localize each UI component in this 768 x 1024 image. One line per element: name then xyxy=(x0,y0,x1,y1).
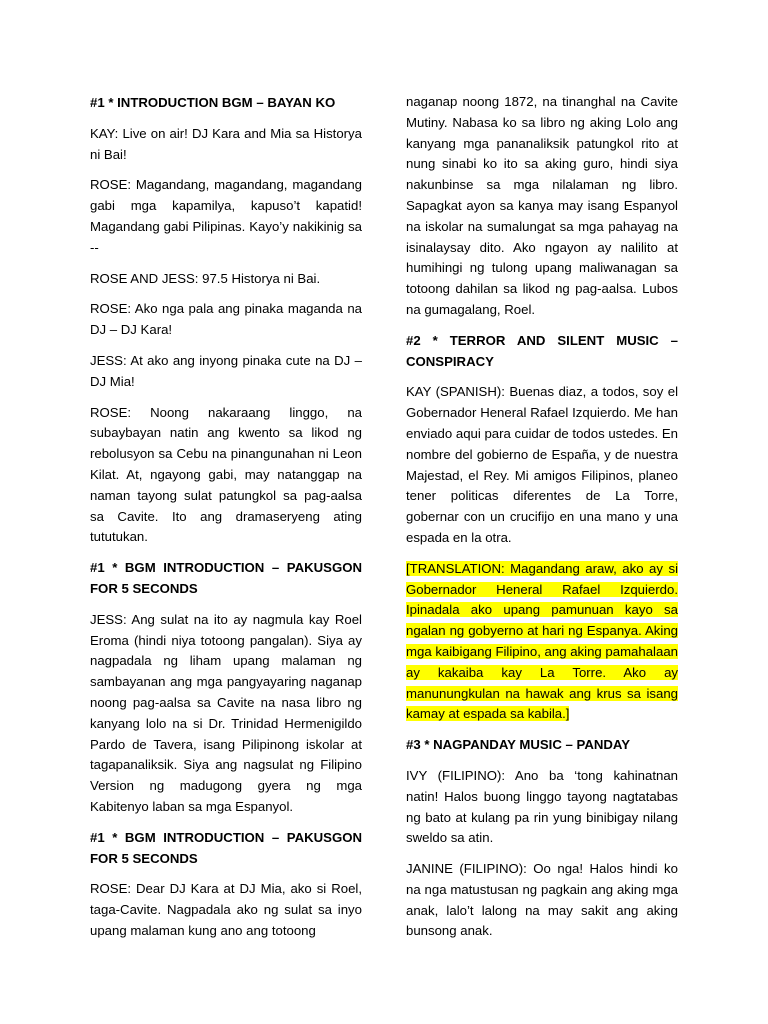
script-line: JESS: At ako ang inyong pinaka cute na DJ – DJ Mia! xyxy=(90,352,362,389)
script-line: JANINE (FILIPINO): Oo nga! Halos hindi ko na nga matustusan ng pagkain ang aking mga anak, lalo’t lalong na may sakit ang aking bunsong anak. xyxy=(406,861,678,939)
translation-highlight xyxy=(406,559,678,725)
script-line: ROSE AND JESS: 97.5 Historya ni Bai. xyxy=(90,270,321,286)
script-line: ROSE: Dear DJ Kara at DJ Mia, ako si Roel, taga-Cavite. Nagpadala ako ng sulat sa inyo upang malaman kung ano ang totoong xyxy=(90,881,362,938)
section-heading: #2 * TERROR AND SILENT MUSIC – CONSPIRACY xyxy=(406,332,678,369)
script-line: naganap noong 1872, na tinanghal na Cavite Mutiny. Nabasa ko sa libro ng aking Lolo ang kanyang mga pananaliksik patungkol rito at nung sinabi ko ito sa aking guro, hindi siya nakunbinse sa mga nilalaman ng libro. Sapagkat ayon sa kanya may isang Espanyol na iskolar na sumalungat sa mga pahayag na isinalaysay dito. Ako ngayon ay nalilito at humihingi ng tulong upang maliwanagan sa totoong dahilan sa likod ng pag-aalsa. Lubos na gumagalang, Roel. xyxy=(406,94,678,317)
script-line: ROSE: Magandang, magandang, magandang gabi mga kapamilya, kapuso’t kapatid! Magandang gabi Pilipinas. Kayo’y nakikinig sa -- xyxy=(90,177,362,255)
right-column xyxy=(406,92,678,952)
section-heading: #1 * INTRODUCTION BGM – BAYAN KO xyxy=(90,95,336,110)
section-heading: #3 * NAGPANDAY MUSIC – PANDAY xyxy=(406,737,631,753)
section-heading: #1 * BGM INTRODUCTION – PAKUSGON FOR 5 SECONDS xyxy=(90,829,362,866)
left-column xyxy=(90,93,362,952)
script-line: JESS: Ang sulat na ito ay nagmula kay Roel Eroma (hindi niya totoong pangalan). Siya ay nagpadala ng liham upang malaman ng sambayanan ang mga pangyayaring naganap noong pag-aalsa sa Cavite na nasa libro ng kanyang lolo na si Dr. Trinidad Hermenigildo Pardo de Tavera, isang Pilipinong iskolar at tagapanaliksik. Siya ang nagsulat ng Filipino Version ng madugong gyera ng mga Kabitenyo laban sa mga Espanyol. xyxy=(90,611,362,814)
script-line: ROSE: Ako nga pala ang pinaka maganda na DJ – DJ Kara! xyxy=(90,301,362,338)
script-line: KAY: Live on air! DJ Kara and Mia sa Historya ni Bai! xyxy=(90,125,362,162)
script-line: ROSE: Noong nakaraang linggo, na subaybayan natin ang kwento sa likod ng rebolusyon sa Cebu na pinangunahan ni Leon Kilat. At, ngayong gabi, may natanggap na naman tayong sulat patungkol sa pag-aalsa sa Cavite. Ito ang dramaseryeng ating tututukan. xyxy=(90,404,362,545)
section-heading: #1 * BGM INTRODUCTION – PAKUSGON FOR 5 SECONDS xyxy=(90,560,362,596)
highlighted-text: [TRANSLATION: Magandang araw, ako ay si Gobernador Heneral Rafael Izquierdo. Ipinadala ako upang pamunuan kayo sa ngalan ng gobyerno at hari ng Espanya. Aking mga kaibigang Filipino, ang aking pamahalaan ay kakaiba kay La Torre. Ako ay manunungkulan na hawak ang krus sa isang kamay at espada sa kabila.] xyxy=(406,560,678,722)
script-line: IVY (FILIPINO): Ano ba ‘tong kahinatnan natin! Halos buong linggo tayong nagtatabas ng bato at kulang pa rin yung binibigay nilang sweldo sa atin. xyxy=(406,767,678,846)
script-line: KAY (SPANISH): Buenas diaz, a todos, soy el Gobernador Heneral Rafael Izquierdo. Me han enviado aqui para cuidar de todos ustedes. En nombre del gobierno de España, y de nuestra Majestad, el Rey. Mi amigos Filipinos, planeo tener politicas diferentes de La Torre, gobernar con un crucifijo en una mano y una espada en la otra. xyxy=(406,384,678,545)
